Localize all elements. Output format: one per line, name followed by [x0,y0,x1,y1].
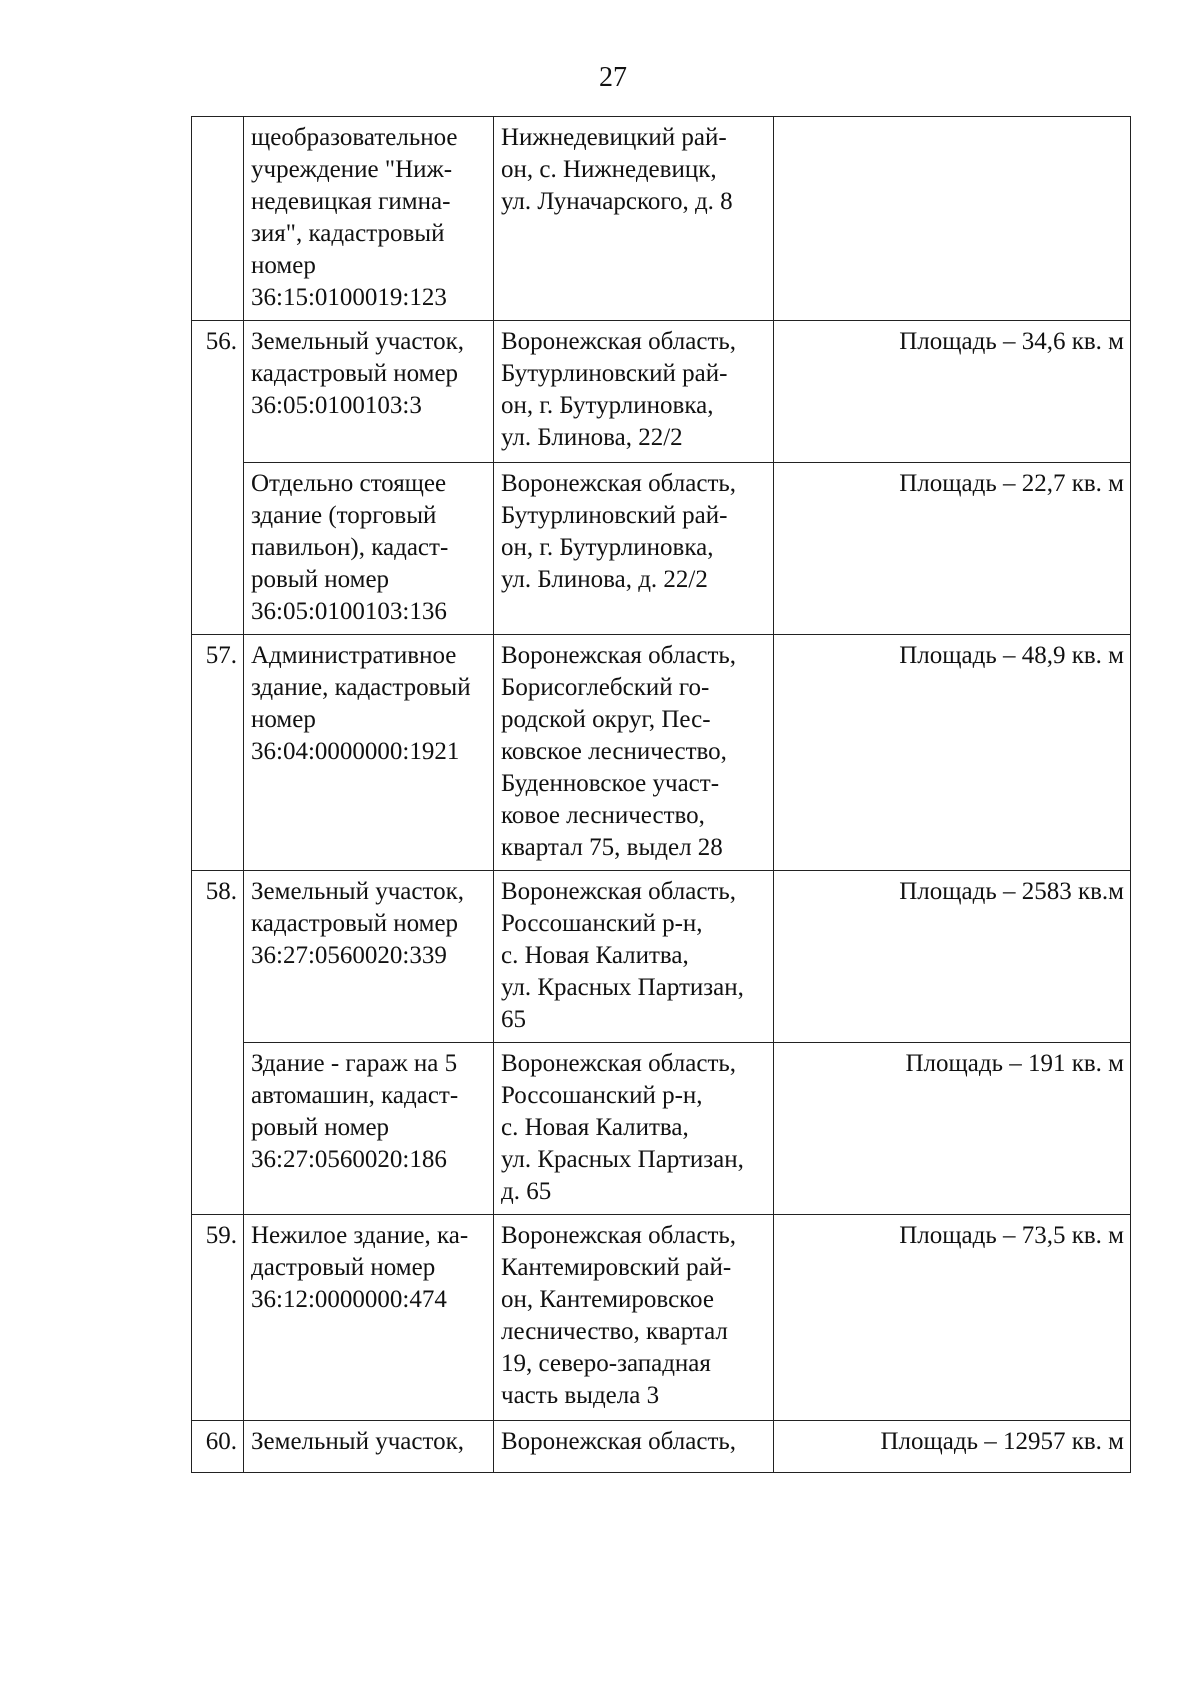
page-number: 27 [599,62,627,93]
object-name-cell: Земельный участок, кадастровый номер 36:05:0100103:3 [244,321,494,463]
table-row [192,635,1131,871]
address-cell: Воронежская область, Бутурлиновский рай- он, г. Бутурлиновка, ул. Блинова, 22/2 [494,321,774,463]
table-row [192,463,1131,635]
row-number-cell: 56. [192,321,244,635]
characteristic-cell: Площадь – 12957 кв. м [774,1421,1131,1473]
object-name-cell: Земельный участок, [244,1421,494,1473]
object-name-cell: Отдельно стоящее здание (торговый павильон), кадаст- ровый номер 36:05:0100103:136 [244,463,494,635]
characteristic-cell: Площадь – 48,9 кв. м [774,635,1131,871]
characteristic-cell: Площадь – 191 кв. м [774,1043,1131,1215]
row-number-cell: 57. [192,635,244,871]
object-name-cell: Административное здание, кадастровый номер 36:04:0000000:1921 [244,635,494,871]
table-row [192,871,1131,1043]
address-cell: Воронежская область, Кантемировский рай- он, Кантемировское лесничество, квартал 19, северо-западная часть выдела 3 [494,1215,774,1421]
row-number-cell: 58. [192,871,244,1215]
row-number-cell [192,117,244,321]
object-name-cell: Нежилое здание, ка- дастровый номер 36:12:0000000:474 [244,1215,494,1421]
characteristic-cell [774,117,1131,321]
table-row [192,321,1131,463]
table-row [192,1043,1131,1215]
table-row [192,1215,1131,1421]
row-number-cell: 59. [192,1215,244,1421]
characteristic-cell: Площадь – 73,5 кв. м [774,1215,1131,1421]
address-cell: Нижнедевицкий рай- он, с. Нижнедевицк, ул. Луначарского, д. 8 [494,117,774,321]
row-number-cell: 60. [192,1421,244,1473]
address-cell: Воронежская область, Россошанский р-н, с. Новая Калитва, ул. Красных Партизан, 65 [494,871,774,1043]
property-table [191,116,1131,1473]
object-name-cell: Земельный участок, кадастровый номер 36:27:0560020:339 [244,871,494,1043]
address-cell: Воронежская область, Россошанский р-н, с. Новая Калитва, ул. Красных Партизан, д. 65 [494,1043,774,1215]
table-row [192,1421,1131,1473]
table-row [192,117,1131,321]
address-cell: Воронежская область, [494,1421,774,1473]
characteristic-cell: Площадь – 34,6 кв. м [774,321,1131,463]
characteristic-cell: Площадь – 2583 кв.м [774,871,1131,1043]
characteristic-cell: Площадь – 22,7 кв. м [774,463,1131,635]
object-name-cell: Здание - гараж на 5 автомашин, кадаст- ровый номер 36:27:0560020:186 [244,1043,494,1215]
address-cell: Воронежская область, Борисоглебский го- родской округ, Пес- ковское лесничество, Буденновское участ- ковое лесничество, квартал 75, выдел 28 [494,635,774,871]
object-name-cell: щеобразовательное учреждение "Ниж- недевицкая гимна- зия", кадастровый номер 36:15:0100019:123 [244,117,494,321]
address-cell: Воронежская область, Бутурлиновский рай- он, г. Бутурлиновка, ул. Блинова, д. 22/2 [494,463,774,635]
